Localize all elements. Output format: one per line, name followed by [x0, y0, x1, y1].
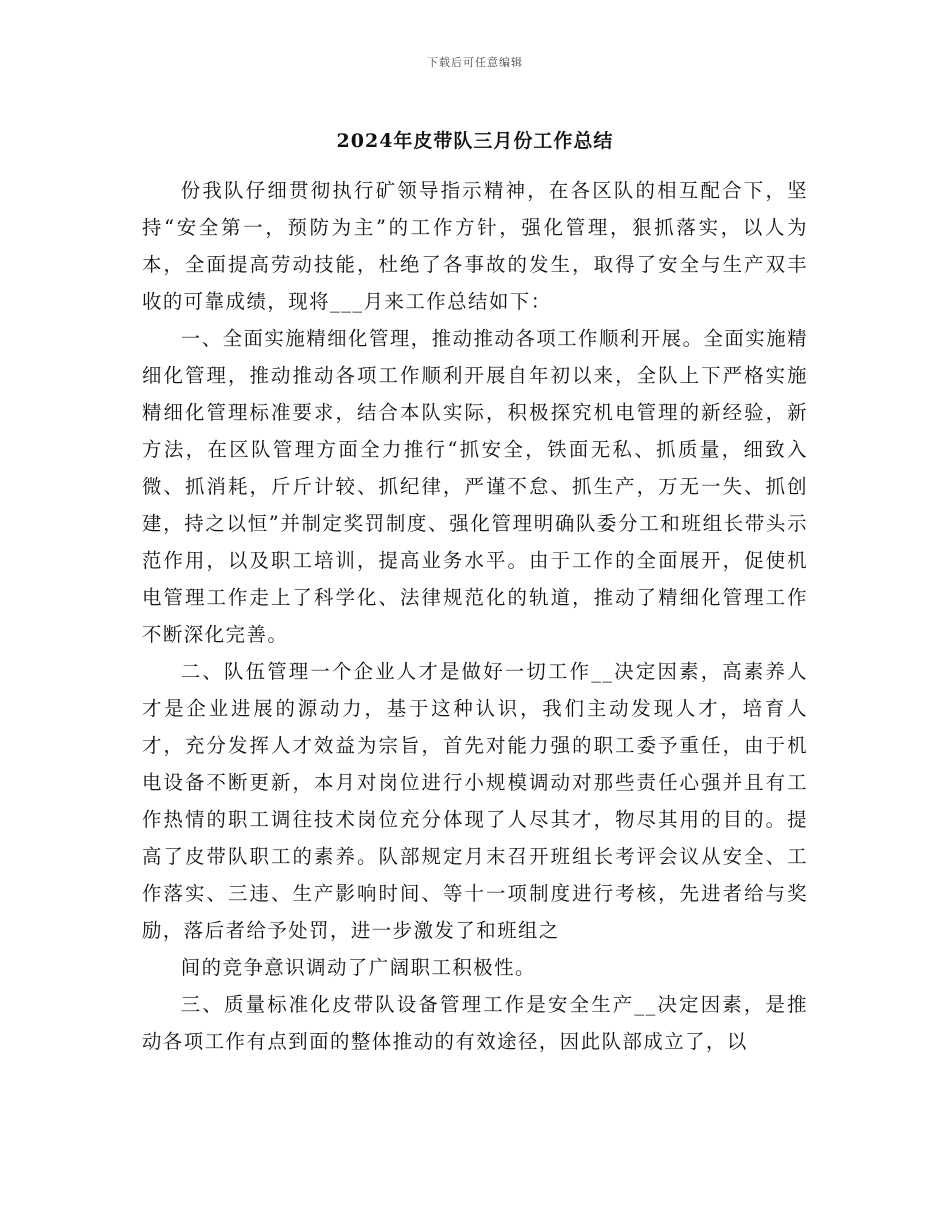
document-body: [142, 172, 808, 1060]
paragraph-section-3: 三、质量标准化皮带队设备管理工作是安全生产__决定因素，是推动各项工作有点到面的整体推动的有效途径，因此队部成立了，以: [142, 993, 808, 1053]
paragraph-section-1: 一、全面实施精细化管理，推动推动各项工作顺利开展。全面实施精细化管理，推动推动各项工作顺利开展自年初以来，全队上下严格实施精细化管理标准要求，结合本队实际，积极探究机电管理的新经验，新方法，在区队管理方面全力推行“抓安全，铁面无私、抓质量，细致入微、抓消耗，斤斤计较、抓纪律，严谨不怠、抓生产，万无一失、抓创建，持之以恒”并制定奖罚制度、强化管理明确队委分工和班组长带头示范作用，以及职工培训，提高业务水平。由于工作的全面展开，促使机电管理工作走上了科学化、法律规范化的轨道，推动了精细化管理工作不断深化完善。: [142, 327, 808, 646]
paragraph-section-2-continued: 间的竞争意识调动了广阔职工积极性。: [180, 956, 536, 979]
paragraph-section-2: 二、队伍管理一个企业人才是做好一切工作__决定因素，高素养人才是企业进展的源动力，基于这种认识，我们主动发现人才，培育人才，充分发挥人才效益为宗旨，首先对能力强的职工委予重任，由于机电设备不断更新，本月对岗位进行小规模调动对那些责任心强并且有工作热情的职工调往技术岗位充分体现了人尽其才，物尽其用的目的。提高了皮带队职工的素养。队部规定月末召开班组长考评会议从安全、工作落实、三违、生产影响时间、等十一项制度进行考核，先进者给与奖励，落后者给予处罚，进一步激发了和班组之: [142, 660, 808, 942]
header-note: 下载后可任意编辑: [427, 56, 523, 69]
paragraph-intro: 份我队仔细贯彻执行矿领导指示精神，在各区队的相互配合下，坚持“安全第一，预防为主”的工作方针，强化管理，狠抓落实，以人为本，全面提高劳动技能，杜绝了各事故的发生，取得了安全与生产双丰收的可靠成绩，现将___月来工作总结如下：: [142, 179, 808, 313]
document-title: 2024年皮带队三月份工作总结: [336, 130, 614, 152]
